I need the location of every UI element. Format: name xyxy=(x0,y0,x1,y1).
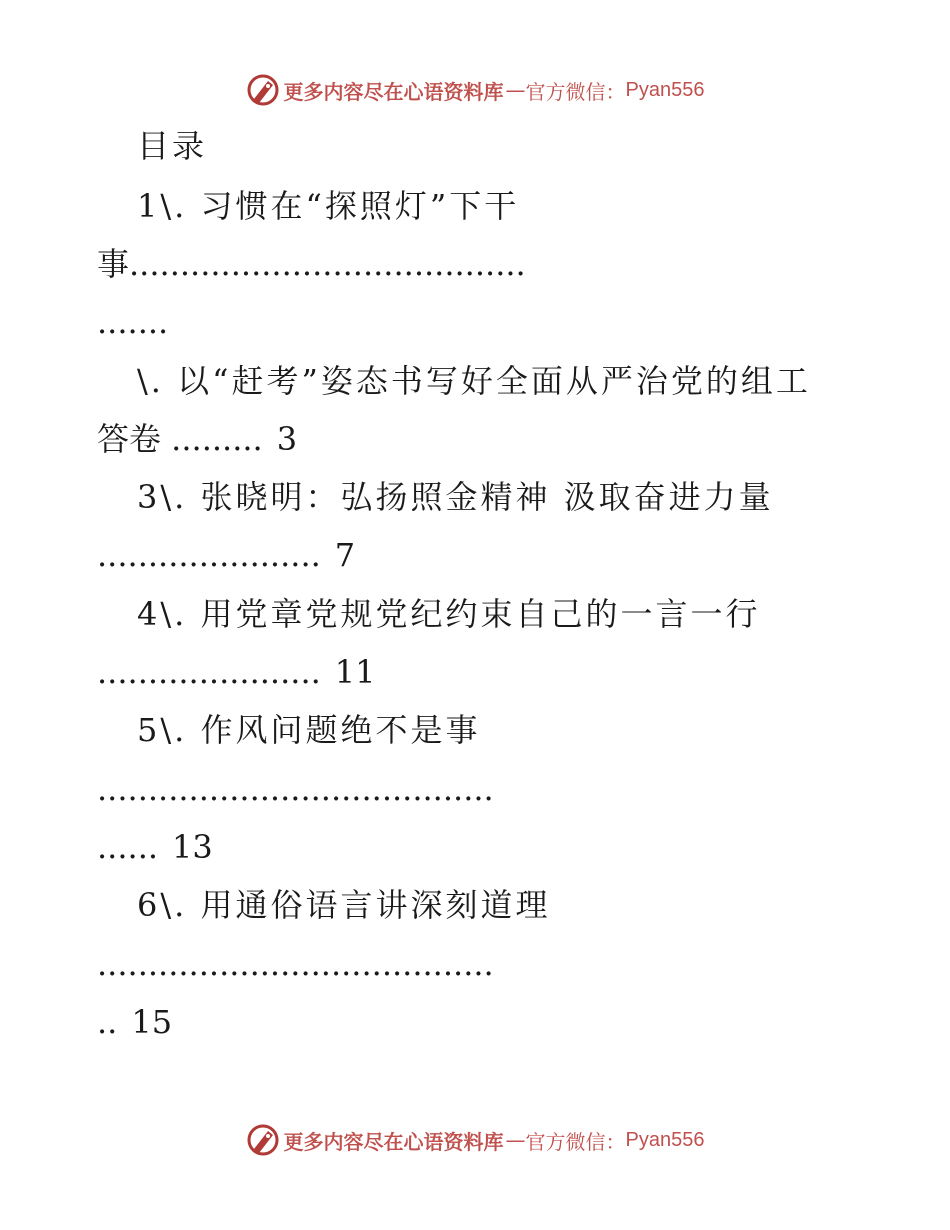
toc-entry-3-leader xyxy=(97,535,355,575)
toc-entry-3-page[interactable]: 7 xyxy=(334,536,356,574)
toc-entry-5-page[interactable]: 13 xyxy=(172,828,213,866)
banner-separator: — xyxy=(505,1128,526,1152)
toc-entry-4-leader xyxy=(97,652,376,692)
toc-entry-6-page[interactable]: 15 xyxy=(131,1003,173,1041)
toc-entry-5-leader-cont xyxy=(97,827,213,867)
toc-entry-5-leader: ....................................... xyxy=(97,770,494,808)
banner-wechat-label: 官方微信： xyxy=(525,79,626,104)
toc-entry-5-title[interactable]: 5\. 作风问题绝不是事 xyxy=(137,711,481,749)
pen-nib-logo-icon xyxy=(246,1123,280,1157)
banner-wechat-id: Pyan556 xyxy=(625,1128,705,1151)
toc-entry-4-title[interactable]: 4\. 用党章党规党纪约束自己的一言一行 xyxy=(137,595,761,633)
toc-entry-2-leader xyxy=(97,419,297,459)
toc-entry-5-leader-cont-text: ...... xyxy=(97,828,159,866)
toc-entry-6-leader-cont xyxy=(97,1002,172,1042)
banner-text: 更多内容尽在心语资料库 xyxy=(283,79,504,104)
pen-nib-logo-icon xyxy=(246,73,280,107)
toc-entry-3-title[interactable]: 3\. 张晓明：弘扬照金精神 汲取奋进力量 xyxy=(137,478,774,516)
banner-wechat-id: Pyan556 xyxy=(625,78,705,101)
header-banner xyxy=(0,70,950,110)
toc-entry-4-page[interactable]: 11 xyxy=(334,653,376,691)
toc-entry-2-page[interactable]: 3 xyxy=(276,420,298,458)
footer-banner xyxy=(0,1120,950,1160)
toc-entry-6-leader-cont-text: .. xyxy=(97,1003,118,1041)
toc-title: 目录 xyxy=(137,127,208,165)
banner-wechat-label: 官方微信： xyxy=(525,1129,626,1154)
toc-entry-2-leader-text: 答卷 ......... xyxy=(97,420,263,458)
toc-entry-6-title[interactable]: 6\. 用通俗语言讲深刻道理 xyxy=(137,886,551,924)
banner-separator: — xyxy=(505,78,526,102)
banner-text: 更多内容尽在心语资料库 xyxy=(283,1129,504,1154)
toc-entry-6-leader: ....................................... xyxy=(97,945,494,983)
toc-entry-1-title[interactable]: 1\. 习惯在“探照灯”下干 xyxy=(137,187,520,225)
toc-entry-1-leader: 事....................................... xyxy=(97,245,526,283)
toc-entry-4-leader-text: ...................... xyxy=(97,653,321,691)
toc-entry-3-leader-text: ...................... xyxy=(97,536,321,574)
toc-entry-1-leader-cont: ....... xyxy=(97,303,169,341)
toc-entry-2-title[interactable]: \. 以“赶考”姿态书写好全面从严治党的组工 xyxy=(137,362,811,400)
